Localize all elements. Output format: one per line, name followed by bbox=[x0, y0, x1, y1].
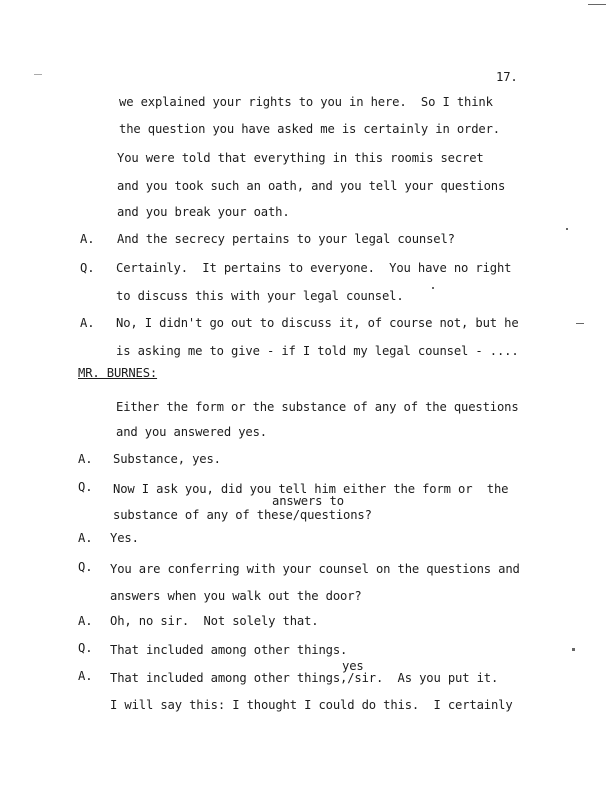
scan-speck bbox=[588, 4, 606, 5]
handwritten-insertion: yes bbox=[342, 659, 364, 673]
question-label: Q. bbox=[78, 560, 93, 574]
question-text: Now I ask you, did you tell him either the form or the bbox=[113, 482, 509, 496]
answer-text: No, I didn't go out to discuss it, of course not, but he bbox=[116, 316, 519, 330]
text-line: and you break your oath. bbox=[117, 205, 290, 219]
question-label: Q. bbox=[80, 261, 95, 275]
scan-speck bbox=[566, 228, 568, 230]
speaker-label: MR. BURNES: bbox=[78, 366, 158, 380]
text-line: and you took such an oath, and you tell your questions bbox=[117, 179, 506, 193]
question-label: Q. bbox=[78, 641, 93, 655]
speaker-text: and you answered yes. bbox=[116, 425, 267, 439]
question-text: answers when you walk out the door? bbox=[110, 589, 362, 603]
question-text: You are conferring with your counsel on the questions and bbox=[110, 562, 520, 576]
text-line: we explained your rights to you in here. So I think bbox=[119, 95, 493, 109]
scan-speck bbox=[572, 648, 575, 651]
answer-label: A. bbox=[80, 316, 95, 330]
answer-text: Substance, yes. bbox=[113, 452, 221, 466]
page-number: 17. bbox=[496, 70, 518, 84]
answer-label: A. bbox=[78, 531, 93, 545]
answer-label: A. bbox=[78, 669, 93, 683]
question-label: Q. bbox=[78, 480, 93, 494]
speaker-text: Either the form or the substance of any of the questions bbox=[116, 400, 519, 414]
question-text: That included among other things. bbox=[110, 643, 348, 657]
answer-text: I will say this: I thought I could do this. I certainly bbox=[110, 698, 513, 712]
answer-label: A. bbox=[80, 232, 95, 246]
text-line: the question you have asked me is certainly in order. bbox=[119, 122, 500, 136]
answer-label: A. bbox=[78, 452, 93, 466]
handwritten-insertion: answers to bbox=[272, 494, 344, 508]
answer-text: And the secrecy pertains to your legal counsel? bbox=[117, 232, 455, 246]
question-text: Certainly. It pertains to everyone. You have no right bbox=[116, 261, 512, 275]
answer-label: A. bbox=[78, 614, 93, 628]
text-line: You were told that everything in this roomis secret bbox=[117, 151, 484, 165]
answer-text: That included among other things,/sir. As you put it. bbox=[110, 671, 499, 685]
answer-text: Yes. bbox=[110, 531, 139, 545]
question-text: substance of any of these/questions? bbox=[113, 508, 372, 522]
scan-speck bbox=[432, 287, 434, 289]
scan-speck bbox=[34, 74, 42, 75]
scan-speck bbox=[576, 323, 584, 324]
answer-text: Oh, no sir. Not solely that. bbox=[110, 614, 319, 628]
question-text: to discuss this with your legal counsel. bbox=[116, 289, 404, 303]
answer-text: is asking me to give - if I told my legal counsel - .... bbox=[116, 344, 519, 358]
